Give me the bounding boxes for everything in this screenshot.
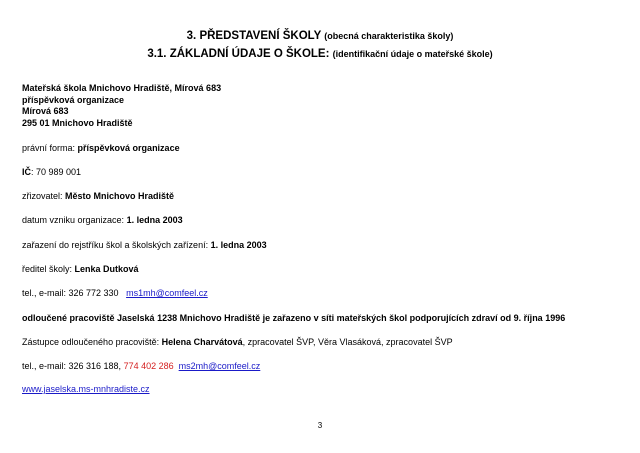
subsection-heading-sub: (identifikační údaje o mateřské škole) xyxy=(332,49,493,59)
legal-form-value: příspěvková organizace xyxy=(77,143,180,153)
founder-label: zřizovatel: xyxy=(22,191,66,201)
registry-label: zařazení do rejstříku škol a školských zařízení: xyxy=(22,240,211,250)
page-number: 3 xyxy=(317,421,323,430)
director-row xyxy=(22,264,139,275)
deputy-name: Helena Charvátová xyxy=(161,337,243,347)
email-link-ms1mh[interactable]: ms1mh@comfeel.cz xyxy=(126,288,208,298)
ic-label: IČ xyxy=(22,167,31,177)
founded-label: datum vzniku organizace: xyxy=(22,215,127,225)
ic-row xyxy=(22,167,81,178)
subsection-heading xyxy=(0,48,640,60)
email-link-ms2mh[interactable]: ms2mh@comfeel.cz xyxy=(178,361,261,371)
branch-statement: odloučené pracoviště Jaselská 1238 Mnichovo Hradiště je zařazeno v síti mateřských škol podporujících zdraví od 9. října 1996 xyxy=(22,313,566,323)
director-value: Lenka Dutková xyxy=(74,264,139,274)
website-row xyxy=(22,384,150,395)
contact-row xyxy=(22,288,208,299)
registry-value: 1. ledna 2003 xyxy=(210,240,267,250)
section-heading-sub: (obecná charakteristika školy) xyxy=(324,31,454,41)
section-heading-main: 3. PŘEDSTAVENÍ ŠKOLY xyxy=(186,30,322,42)
address-line-4: 295 01 Mnichovo Hradiště xyxy=(22,117,133,128)
founder-row xyxy=(22,191,174,202)
registry-row xyxy=(22,240,267,251)
legal-form-label: právní forma: xyxy=(22,143,78,153)
legal-form-row xyxy=(22,143,180,154)
subsection-heading-main: 3.1. ZÁKLADNÍ ÚDAJE O ŠKOLE: xyxy=(147,48,330,60)
branch-contact-row xyxy=(22,361,260,372)
deputy-label: Zástupce odloučeného pracoviště: xyxy=(22,337,162,347)
deputy-rest: , zpracovatel ŠVP, Věra Vlasáková, zpracovatel ŠVP xyxy=(242,337,453,347)
contact-label: tel., e-mail: 326 772 330 xyxy=(22,288,119,298)
website-link[interactable]: www.jaselska.ms-mnhradiste.cz xyxy=(22,384,150,394)
school-address xyxy=(22,83,221,129)
address-line-3: Mírová 683 xyxy=(22,106,69,116)
address-line-2: příspěvková organizace xyxy=(22,94,125,105)
branch-mobile: 774 402 286 xyxy=(123,361,174,371)
director-label: ředitel školy: xyxy=(22,264,75,274)
section-heading xyxy=(0,30,640,42)
founder-value: Město Mnichovo Hradiště xyxy=(65,191,175,201)
founded-value: 1. ledna 2003 xyxy=(126,215,183,225)
ic-value: : 70 989 001 xyxy=(31,167,82,177)
deputy-row xyxy=(22,337,453,348)
address-line-1: Mateřská škola Mnichovo Hradiště, Mírová 683 xyxy=(22,83,222,93)
branch-contact-label: tel., e-mail: 326 316 188, xyxy=(22,361,124,371)
founded-row xyxy=(22,215,183,226)
